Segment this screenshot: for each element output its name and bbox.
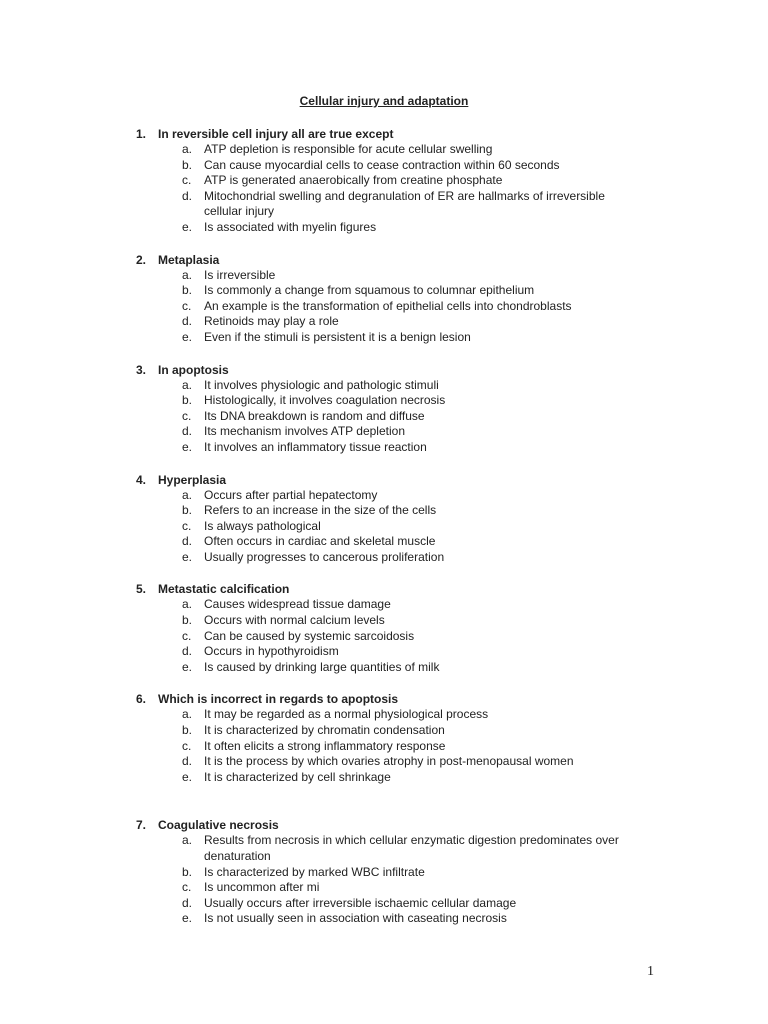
option-letter: e. bbox=[182, 439, 193, 454]
option-text: Usually progresses to cancerous proliferation bbox=[204, 549, 445, 564]
option-letter: b. bbox=[182, 157, 193, 172]
option-text: Its DNA breakdown is random and diffuse bbox=[204, 408, 425, 423]
option-text: Results from necrosis in which cellular enzymatic digestion predominates over denaturation bbox=[204, 833, 619, 863]
option-item bbox=[136, 629, 634, 645]
question-7 bbox=[136, 817, 736, 927]
question-heading bbox=[136, 126, 736, 142]
option-list bbox=[136, 378, 736, 456]
option-item bbox=[136, 597, 634, 613]
option-item bbox=[136, 723, 634, 739]
option-letter: b. bbox=[182, 723, 193, 738]
option-text: Occurs after partial hepatectomy bbox=[204, 487, 378, 502]
option-item bbox=[136, 896, 634, 912]
option-item bbox=[136, 550, 634, 566]
option-text: Occurs with normal calcium levels bbox=[204, 613, 385, 628]
option-item bbox=[136, 644, 634, 660]
option-item bbox=[136, 268, 634, 284]
option-item bbox=[136, 880, 634, 896]
question-heading bbox=[136, 252, 736, 268]
option-letter: d. bbox=[182, 424, 193, 439]
option-letter: b. bbox=[182, 864, 193, 879]
option-text: Is characterized by marked WBC infiltrate bbox=[204, 864, 425, 879]
question-number: 2. bbox=[136, 252, 147, 267]
option-text: It is characterized by cell shrinkage bbox=[204, 769, 391, 784]
option-item bbox=[136, 299, 634, 315]
option-letter: e. bbox=[182, 549, 193, 564]
option-letter: b. bbox=[182, 393, 193, 408]
option-text: It is characterized by chromatin condensation bbox=[204, 723, 445, 738]
option-letter: e. bbox=[182, 911, 193, 926]
question-text: Hyperplasia bbox=[158, 472, 227, 487]
option-item bbox=[136, 283, 634, 299]
option-letter: e. bbox=[182, 769, 193, 784]
option-text: Can be caused by systemic sarcoidosis bbox=[204, 628, 415, 643]
question-4 bbox=[136, 472, 736, 566]
option-item bbox=[136, 660, 634, 676]
option-item bbox=[136, 770, 634, 786]
question-text: In reversible cell injury all are true except bbox=[158, 127, 394, 141]
question-heading bbox=[136, 817, 736, 833]
option-item bbox=[136, 314, 634, 330]
option-text: It involves an inflammatory tissue reaction bbox=[204, 439, 427, 454]
option-text: Is caused by drinking large quantities of milk bbox=[204, 659, 440, 674]
option-item bbox=[136, 440, 634, 456]
option-text: ATP depletion is responsible for acute cellular swelling bbox=[204, 142, 493, 156]
question-number: 3. bbox=[136, 362, 147, 377]
question-number: 4. bbox=[136, 472, 147, 487]
option-text: ATP is generated anaerobically from creatine phosphate bbox=[204, 173, 503, 188]
option-item bbox=[136, 739, 634, 755]
option-text: Is always pathological bbox=[204, 518, 321, 533]
option-item bbox=[136, 865, 634, 881]
option-text: Mitochondrial swelling and degranulation of ER are hallmarks of irreversible cellular injury bbox=[204, 188, 605, 219]
option-letter: a. bbox=[182, 142, 193, 156]
question-heading bbox=[136, 362, 736, 378]
option-letter: a. bbox=[182, 597, 193, 612]
option-item bbox=[136, 534, 634, 550]
option-text: It may be regarded as a normal physiological process bbox=[204, 707, 489, 722]
option-letter: d. bbox=[182, 314, 193, 329]
question-text: Coagulative necrosis bbox=[158, 818, 279, 833]
option-item bbox=[136, 503, 634, 519]
option-letter: c. bbox=[182, 298, 192, 313]
option-text: Usually occurs after irreversible ischaemic cellular damage bbox=[204, 895, 517, 910]
option-list bbox=[136, 488, 736, 566]
option-text: An example is the transformation of epithelial cells into chondroblasts bbox=[204, 298, 572, 313]
option-list bbox=[136, 142, 736, 236]
option-letter: a. bbox=[182, 833, 193, 848]
option-text: Is not usually seen in association with caseating necrosis bbox=[204, 911, 507, 926]
option-text: It often elicits a strong inflammatory response bbox=[204, 738, 446, 753]
option-letter: b. bbox=[182, 503, 193, 518]
option-item bbox=[136, 707, 634, 723]
option-item bbox=[136, 424, 634, 440]
option-item bbox=[136, 754, 634, 770]
option-item bbox=[136, 330, 634, 346]
option-item bbox=[136, 378, 634, 394]
option-text: Even if the stimuli is persistent it is a benign lesion bbox=[204, 329, 471, 344]
option-letter: d. bbox=[182, 895, 193, 910]
option-text: Is irreversible bbox=[204, 267, 276, 282]
option-letter: c. bbox=[182, 173, 192, 188]
option-letter: b. bbox=[182, 613, 193, 628]
option-letter: c. bbox=[182, 518, 192, 533]
option-item bbox=[136, 142, 634, 158]
option-letter: c. bbox=[182, 628, 192, 643]
option-list bbox=[136, 707, 736, 785]
option-item bbox=[136, 220, 634, 236]
option-text: Refers to an increase in the size of the cells bbox=[204, 503, 437, 518]
option-letter: b. bbox=[182, 283, 193, 298]
option-letter: d. bbox=[182, 754, 193, 769]
option-text: Is uncommon after mi bbox=[204, 880, 320, 895]
option-item bbox=[136, 189, 634, 220]
option-letter: d. bbox=[182, 644, 193, 659]
option-text: Is commonly a change from squamous to columnar epithelium bbox=[204, 283, 535, 298]
option-item bbox=[136, 158, 634, 174]
option-letter: c. bbox=[182, 880, 192, 895]
option-text: Is associated with myelin figures bbox=[204, 219, 377, 234]
page-number: 1 bbox=[647, 964, 654, 979]
question-5 bbox=[136, 581, 736, 675]
option-letter: c. bbox=[182, 408, 192, 423]
option-item bbox=[136, 173, 634, 189]
option-item bbox=[136, 409, 634, 425]
option-letter: e. bbox=[182, 659, 193, 674]
option-letter: a. bbox=[182, 377, 193, 392]
question-1 bbox=[136, 126, 736, 236]
option-letter: d. bbox=[182, 534, 193, 549]
option-list bbox=[136, 597, 736, 675]
option-text: Histologically, it involves coagulation necrosis bbox=[204, 393, 446, 408]
question-6 bbox=[136, 691, 736, 785]
question-text: Which is incorrect in regards to apoptosis bbox=[158, 692, 399, 707]
option-letter: a. bbox=[182, 707, 193, 722]
question-text: In apoptosis bbox=[158, 362, 229, 377]
option-letter: e. bbox=[182, 329, 193, 344]
question-2 bbox=[136, 252, 736, 346]
option-list bbox=[136, 268, 736, 346]
question-heading bbox=[136, 581, 736, 597]
option-item bbox=[136, 911, 634, 927]
option-text: Occurs in hypothyroidism bbox=[204, 644, 339, 659]
page-title: Cellular injury and adaptation bbox=[299, 94, 469, 108]
option-text: Causes widespread tissue damage bbox=[204, 597, 391, 612]
option-item bbox=[136, 833, 634, 864]
option-item bbox=[136, 393, 634, 409]
question-heading bbox=[136, 691, 736, 707]
option-text: Its mechanism involves ATP depletion bbox=[204, 424, 405, 439]
question-list bbox=[136, 126, 736, 927]
question-text: Metaplasia bbox=[158, 252, 220, 267]
question-number: 7. bbox=[136, 818, 147, 833]
option-item bbox=[136, 488, 634, 504]
option-letter: a. bbox=[182, 487, 193, 502]
question-number: 1. bbox=[136, 127, 147, 141]
question-text: Metastatic calcification bbox=[158, 582, 290, 597]
option-letter: a. bbox=[182, 267, 193, 282]
option-text: Retinoids may play a role bbox=[204, 314, 339, 329]
question-heading bbox=[136, 472, 736, 488]
option-letter: e. bbox=[182, 219, 193, 234]
option-letter: d. bbox=[182, 188, 193, 203]
option-text: Can cause myocardial cells to cease contraction within 60 seconds bbox=[204, 157, 560, 172]
option-item bbox=[136, 613, 634, 629]
option-letter: c. bbox=[182, 738, 192, 753]
option-item bbox=[136, 519, 634, 535]
question-3 bbox=[136, 362, 736, 456]
option-text: Often occurs in cardiac and skeletal muscle bbox=[204, 534, 436, 549]
option-text: It involves physiologic and pathologic stimuli bbox=[204, 377, 439, 392]
question-number: 5. bbox=[136, 582, 147, 597]
option-text: It is the process by which ovaries atrophy in post-menopausal women bbox=[204, 754, 574, 769]
question-number: 6. bbox=[136, 692, 147, 707]
option-list bbox=[136, 833, 736, 927]
